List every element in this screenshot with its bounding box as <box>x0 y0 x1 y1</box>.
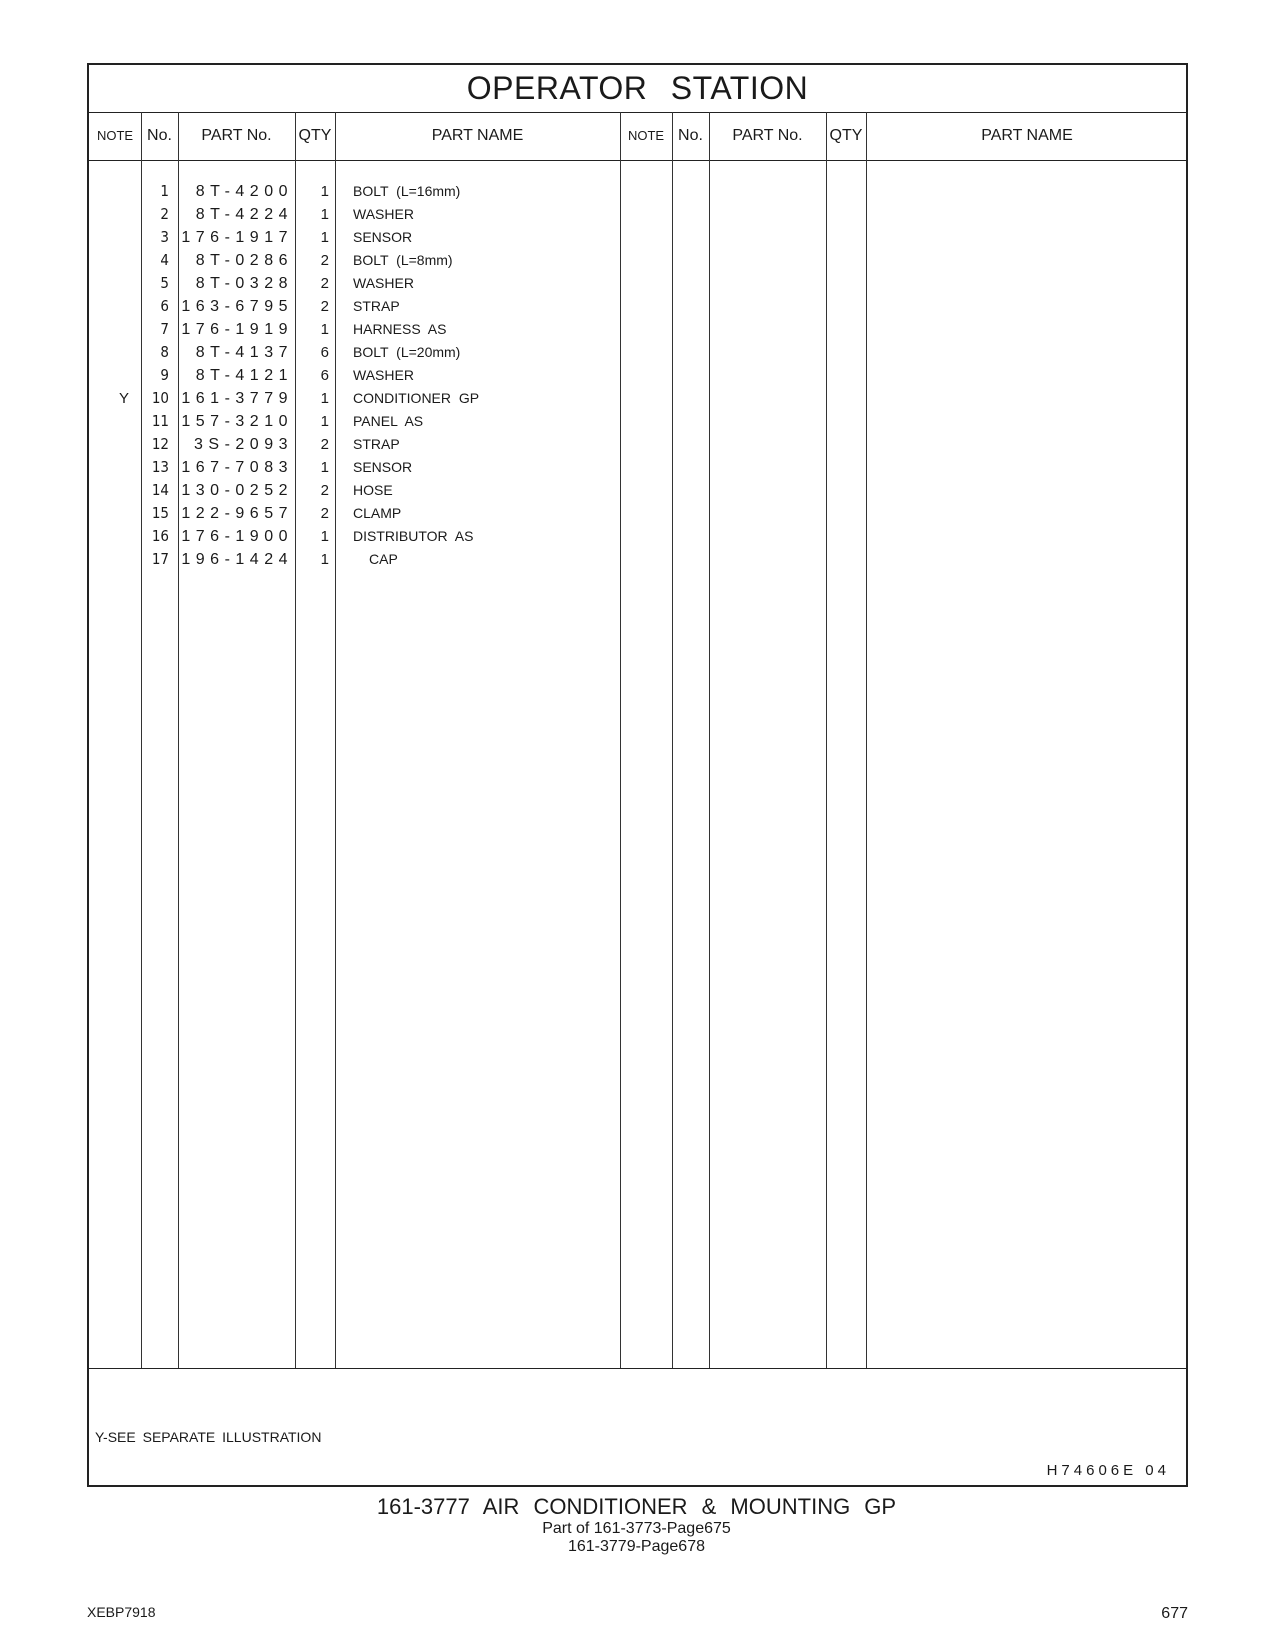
header-qty-right: QTY <box>826 112 866 161</box>
table-row <box>89 433 1186 456</box>
table-row <box>89 318 1186 341</box>
row-number: 6 <box>160 297 169 315</box>
row-part-number: 176-1900 <box>181 528 293 545</box>
row-part-name: WASHER <box>353 275 414 291</box>
row-part-name: DISTRIBUTOR AS <box>353 528 474 544</box>
row-number: 16 <box>151 527 169 545</box>
row-part-number: 161-3779 <box>181 390 293 407</box>
table-row <box>89 502 1186 525</box>
row-part-name: BOLT (L=16mm) <box>353 183 461 199</box>
row-part-number: 176-1917 <box>181 229 293 246</box>
row-part-name: STRAP <box>353 298 400 314</box>
row-number: 4 <box>160 251 169 269</box>
row-part-name: BOLT (L=20mm) <box>353 344 461 360</box>
row-part-name: CAP <box>369 551 398 567</box>
row-number: 12 <box>151 435 169 453</box>
row-part-name: CONDITIONER GP <box>353 390 480 406</box>
table-row <box>89 203 1186 226</box>
page-number: 677 <box>1161 1605 1188 1622</box>
row-part-number: 176-1919 <box>181 321 293 338</box>
row-quantity: 1 <box>320 321 329 338</box>
row-part-name: SENSOR <box>353 229 413 245</box>
row-quantity: 2 <box>320 436 329 453</box>
row-quantity: 1 <box>320 206 329 223</box>
row-number: 15 <box>151 504 169 522</box>
table-row <box>89 226 1186 249</box>
row-part-number: 163-6795 <box>181 298 293 315</box>
row-number: 14 <box>151 481 169 499</box>
row-part-name: BOLT (L=8mm) <box>353 252 453 268</box>
row-number: 10 <box>151 389 169 407</box>
table-body-bottom-rule <box>89 1368 1186 1369</box>
parts-table <box>87 63 1188 1487</box>
row-quantity: 1 <box>320 183 329 200</box>
table-row <box>89 180 1186 203</box>
header-part-no-right: PART No. <box>709 112 826 161</box>
row-quantity: 1 <box>320 229 329 246</box>
row-quantity: 2 <box>320 482 329 499</box>
row-quantity: 1 <box>320 551 329 568</box>
row-number: 2 <box>160 205 169 223</box>
row-part-name: WASHER <box>353 206 414 222</box>
row-part-number: 8T-4224 <box>195 206 293 223</box>
row-part-number: 8T-4121 <box>195 367 293 384</box>
part-of-reference: Part of 161-3773-Page675 <box>542 1520 731 1537</box>
row-part-number: 122-9657 <box>181 505 293 522</box>
header-part-name-right: PART NAME <box>866 112 1188 161</box>
row-number: 11 <box>151 412 169 430</box>
footnote: Y-SEE SEPARATE ILLUSTRATION <box>95 1429 322 1445</box>
row-number: 13 <box>151 458 169 476</box>
row-part-name: WASHER <box>353 367 414 383</box>
header-part-no-left: PART No. <box>178 112 295 161</box>
header-note-left: NOTE <box>89 112 141 161</box>
row-part-number: 8T-0286 <box>195 252 293 269</box>
see-reference: 161-3779-Page678 <box>567 1538 705 1555</box>
row-part-name: HARNESS AS <box>353 321 447 337</box>
row-quantity: 1 <box>320 390 329 407</box>
row-part-name: STRAP <box>353 436 400 452</box>
row-number: 3 <box>160 228 169 246</box>
row-quantity: 2 <box>320 252 329 269</box>
row-part-number: 196-1424 <box>181 551 293 568</box>
row-part-number: 8T-0328 <box>195 275 293 292</box>
header-note-right: NOTE <box>620 112 672 161</box>
row-part-name: SENSOR <box>353 459 413 475</box>
row-number: 8 <box>160 343 169 361</box>
row-part-name: HOSE <box>353 482 393 498</box>
row-part-number: 8T-4137 <box>195 344 293 361</box>
table-row <box>89 410 1186 433</box>
header-no-right: No. <box>672 112 709 161</box>
table-row <box>89 387 1186 410</box>
row-part-number: 3S-2093 <box>194 436 293 453</box>
table-row <box>89 341 1186 364</box>
row-quantity: 2 <box>320 275 329 292</box>
row-quantity: 1 <box>320 459 329 476</box>
header-part-name-left: PART NAME <box>335 112 620 161</box>
header-qty-left: QTY <box>295 112 335 161</box>
row-part-name: PANEL AS <box>353 413 424 429</box>
group-caption: 161-3777 AIR CONDITIONER & MOUNTING GP <box>376 1494 897 1519</box>
row-quantity: 6 <box>320 344 329 361</box>
publication-number: XEBP7918 <box>87 1604 156 1620</box>
table-row <box>89 272 1186 295</box>
row-quantity: 6 <box>320 367 329 384</box>
table-row <box>89 295 1186 318</box>
row-part-name: CLAMP <box>353 505 402 521</box>
row-number: 1 <box>160 182 169 200</box>
table-row <box>89 249 1186 272</box>
table-row <box>89 479 1186 502</box>
row-note: Y <box>118 390 129 407</box>
row-quantity: 2 <box>320 298 329 315</box>
row-number: 9 <box>160 366 169 384</box>
section-title: OPERATOR STATION <box>89 65 1186 113</box>
table-row <box>89 548 1186 571</box>
row-part-number: 130-0252 <box>181 482 293 499</box>
table-row <box>89 364 1186 387</box>
row-part-number: 8T-4200 <box>195 183 293 200</box>
illustration-code: H74606E 04 <box>1046 1462 1170 1479</box>
table-row <box>89 525 1186 548</box>
row-quantity: 1 <box>320 528 329 545</box>
row-number: 17 <box>151 550 169 568</box>
row-quantity: 2 <box>320 505 329 522</box>
row-number: 5 <box>160 274 169 292</box>
header-no-left: No. <box>141 112 178 161</box>
row-quantity: 1 <box>320 413 329 430</box>
row-part-number: 167-7083 <box>181 459 293 476</box>
row-number: 7 <box>160 320 169 338</box>
table-row <box>89 456 1186 479</box>
row-part-number: 157-3210 <box>181 413 293 430</box>
